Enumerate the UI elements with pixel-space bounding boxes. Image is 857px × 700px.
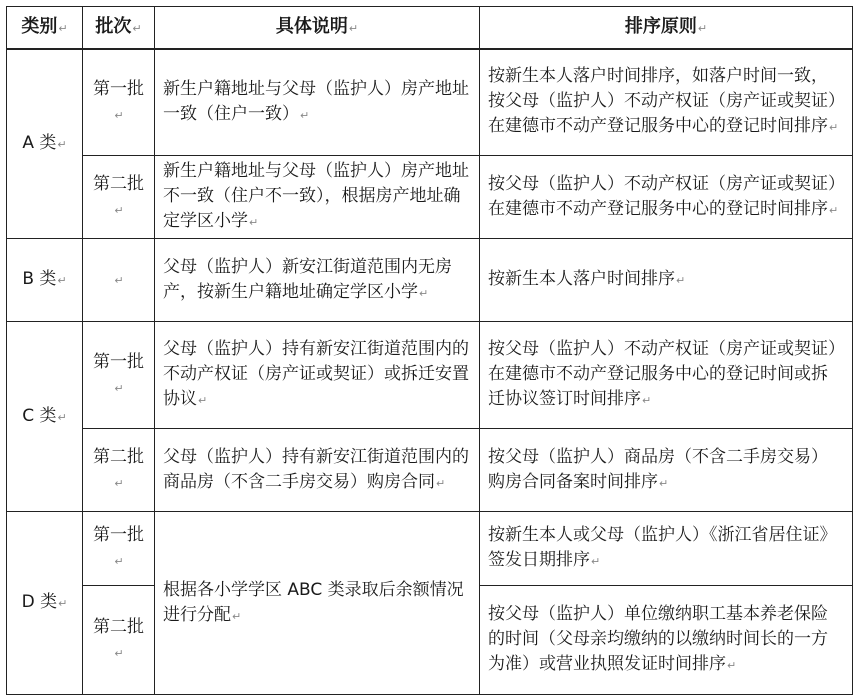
- rule-cell: 按父母（监护人）商品房（不含二手房交易）购房合同备案时间排序↵: [480, 429, 853, 512]
- description-cell: 新生户籍地址与父母（监护人）房产地址一致（住户一致）↵: [155, 49, 480, 156]
- category-d-cell: D 类↵: [7, 512, 83, 695]
- header-batch: 批次↵: [83, 7, 155, 49]
- header-rule: 排序原则↵: [480, 7, 853, 49]
- category-b-cell: B 类↵: [7, 239, 83, 322]
- description-cell: 父母（监护人）持有新安江街道范围内的不动产权证（房产证或契证）或拆迁安置协议↵: [155, 322, 480, 429]
- description-cell: 根据各小学学区 ABC 类录取后余额情况进行分配↵: [155, 512, 480, 695]
- description-cell: 父母（监护人）新安江街道范围内无房产，按新生户籍地址确定学区小学↵: [155, 239, 480, 322]
- batch-cell: 第二批↵: [83, 156, 155, 239]
- batch-cell: 第一批↵: [83, 512, 155, 586]
- table-row: [7, 156, 853, 239]
- header-category: 类别↵: [7, 7, 83, 49]
- rule-cell: 按新生本人落户时间排序，如落户时间一致，按父母（监护人）不动产权证（房产证或契证）在建德市不动产登记服务中心的登记时间排序↵: [480, 49, 853, 156]
- rule-cell: 按父母（监护人）不动产权证（房产证或契证）在建德市不动产登记服务中心的登记时间排序↵: [480, 156, 853, 239]
- rule-cell: 按新生本人或父母（监护人）《浙江省居住证》签发日期排序↵: [480, 512, 853, 586]
- batch-cell: 第一批↵: [83, 322, 155, 429]
- table-row: [7, 49, 853, 156]
- header-description: 具体说明↵: [155, 7, 480, 49]
- batch-cell: 第二批↵: [83, 586, 155, 695]
- table-row: [7, 239, 853, 322]
- batch-cell: 第一批↵: [83, 49, 155, 156]
- batch-cell: 第二批↵: [83, 429, 155, 512]
- admission-rules-table: [6, 6, 853, 695]
- table-row: [7, 322, 853, 429]
- rule-cell: 按父母（监护人）不动产权证（房产证或契证）在建德市不动产登记服务中心的登记时间或拆迁协议签订时间排序↵: [480, 322, 853, 429]
- category-c-cell: C 类↵: [7, 322, 83, 512]
- rule-cell: 按父母（监护人）单位缴纳职工基本养老保险的时间（父母亲均缴纳的以缴纳时间长的一方为准）或营业执照发证时间排序↵: [480, 586, 853, 695]
- description-cell: 父母（监护人）持有新安江街道范围内的商品房（不含二手房交易）购房合同↵: [155, 429, 480, 512]
- category-a-cell: A 类↵: [7, 49, 83, 239]
- table-row: [7, 429, 853, 512]
- table-row: [7, 512, 853, 586]
- header-row: [7, 7, 853, 49]
- batch-cell: ↵: [83, 239, 155, 322]
- rule-cell: 按新生本人落户时间排序↵: [480, 239, 853, 322]
- description-cell: 新生户籍地址与父母（监护人）房产地址不一致（住户不一致），根据房产地址确定学区小学↵: [155, 156, 480, 239]
